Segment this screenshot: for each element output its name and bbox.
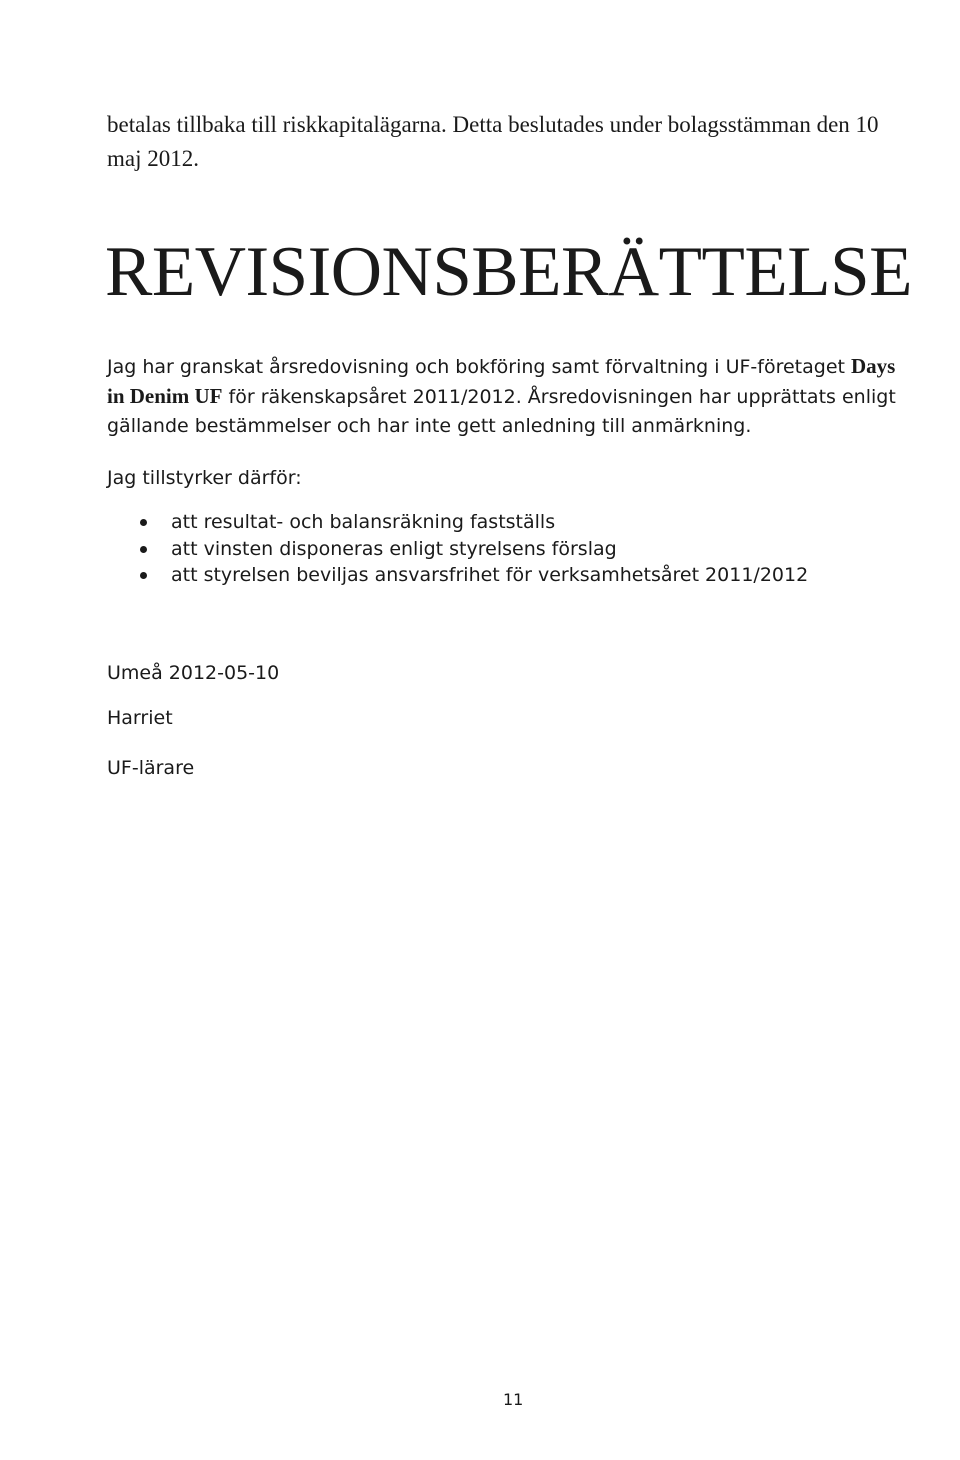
recommendation-heading: Jag tillstyrker därför:	[107, 467, 302, 489]
page-number: 11	[503, 1390, 524, 1409]
intro-line-1: betalas tillbaka till riskkapitalägarna. Detta beslutades under bolagsstämman den 10	[107, 112, 879, 137]
audit-text-part-2: för räkenskapsåret 2011/2012. Årsredovisningen har upprättats enligt gällande bestämmelser och har inte gett anledning till anmärkning.	[107, 386, 896, 437]
recommendation-list	[140, 509, 808, 589]
list-item-text: att styrelsen beviljas ansvarsfrihet för verksamhetsåret 2011/2012	[171, 564, 809, 586]
intro-line-2: maj 2012.	[107, 146, 199, 171]
audit-text-part-1: Jag har granskat årsredovisning och bokföring samt förvaltning i UF-företaget	[107, 356, 852, 378]
signer-role: UF-lärare	[107, 757, 195, 779]
signer-name: Harriet	[107, 707, 173, 729]
list-item	[140, 509, 808, 536]
list-item	[140, 536, 808, 563]
company-name: Days in Denim UF	[107, 354, 896, 408]
bullet-icon	[140, 519, 147, 526]
list-item-text: att vinsten disponeras enligt styrelsens förslag	[171, 537, 617, 560]
audit-paragraph	[107, 352, 907, 441]
list-item	[140, 562, 808, 589]
bullet-icon	[140, 546, 147, 553]
list-item-text: att resultat- och balansräkning fastställs	[171, 511, 556, 533]
page-title: REVISIONSBERÄTTELSE	[105, 233, 912, 311]
place-date: Umeå 2012-05-10	[107, 662, 280, 684]
bullet-icon	[140, 572, 147, 579]
intro-paragraph	[107, 108, 927, 176]
